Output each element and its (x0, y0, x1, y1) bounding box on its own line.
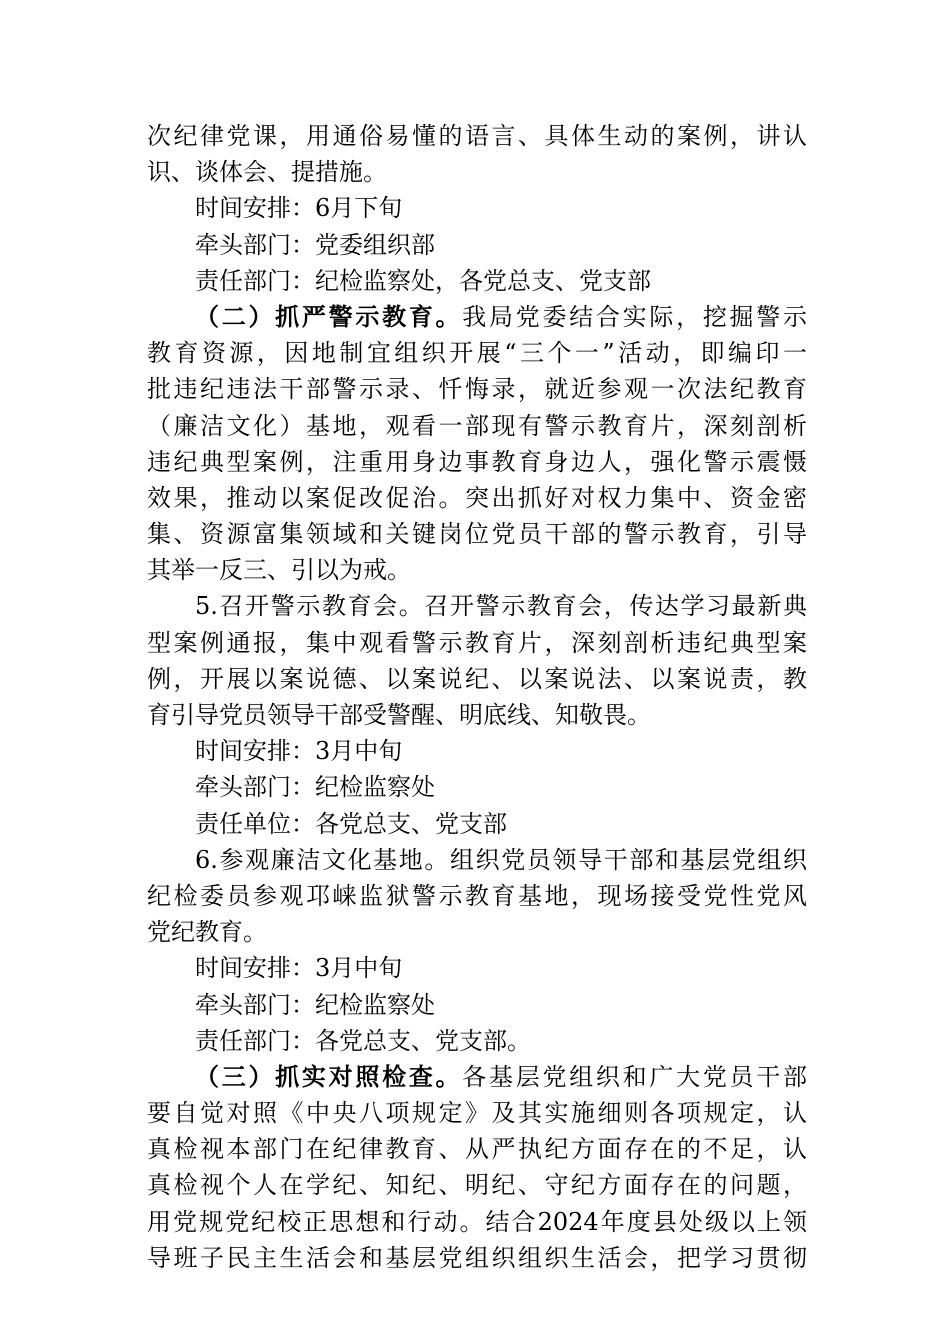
paragraph-p6 (147, 588, 807, 733)
text-line (147, 118, 807, 154)
text-line (147, 444, 807, 480)
text-line (147, 227, 807, 263)
paragraph-p5 (147, 299, 807, 589)
text-line (147, 769, 807, 805)
paragraph-p1 (147, 118, 807, 190)
text-line (147, 1023, 807, 1059)
line-text: 违纪典型案例，注重用身边事教育身边人，强化警示震慑 (147, 447, 807, 476)
text-line (147, 552, 807, 588)
line-text: （廉洁文化）基地，观看一部现有警示教育片，深刻剖析 (147, 411, 807, 440)
line-text: 时间安排：3月中旬 (195, 954, 403, 983)
text-line (147, 299, 807, 335)
line-text: 型案例通报，集中观看警示教育片，深刻剖析违纪典型案 (147, 628, 807, 657)
line-text: 次纪律党课，用通俗易懂的语言、具体生动的案例，讲认 (147, 122, 807, 150)
line-text: 时间安排：3月中旬 (195, 737, 403, 766)
text-line (147, 1131, 807, 1167)
text-line (147, 408, 807, 444)
text-line (147, 371, 807, 407)
line-text: 导班子民主生活会和基层党组织组织生活会，把学习贯彻 (147, 1243, 807, 1272)
paragraph-p12 (147, 987, 807, 1023)
paragraph-p4 (147, 263, 807, 299)
line-text: 牵头部门：纪检监察处 (195, 773, 435, 802)
paragraph-p8 (147, 769, 807, 805)
line-text: 纪检委员参观邛崃监狱警示教育基地，现场接受党性党风 (147, 881, 807, 910)
text-line (147, 733, 807, 769)
line-text: 党纪教育。 (147, 918, 267, 947)
paragraph-p7 (147, 733, 807, 769)
section-heading: （三）抓实对照检查。 (195, 1061, 463, 1091)
text-line (147, 1204, 807, 1240)
line-text: 其举一反三、引以为戒。 (147, 556, 411, 585)
text-line (147, 806, 807, 842)
line-text: 要自觉对照《中央八项规定》及其实施细则各项规定，认 (147, 1099, 807, 1128)
text-line (147, 588, 807, 624)
text-line (147, 190, 807, 226)
line-text: 教育资源，因地制宜组织开展“三个一”活动，即编印一 (147, 339, 807, 368)
text-line (147, 842, 807, 878)
line-text: 用党规党纪校正思想和行动。结合2024年度县处级以上领 (147, 1207, 807, 1236)
line-text: 时间安排：6月下旬 (195, 194, 403, 223)
line-text: 责任部门：各党总支、党支部。 (195, 1026, 531, 1055)
text-line (147, 1059, 807, 1095)
line-text: 5.召开警示教育会。召开警示教育会，传达学习最新典 (195, 592, 807, 621)
text-line (147, 987, 807, 1023)
line-text: 牵头部门：党委组织部 (195, 230, 435, 259)
text-line (147, 335, 807, 371)
section-heading: （二）抓严警示教育。 (195, 301, 463, 331)
line-text: 批违纪违法干部警示录、忏悔录，就近参观一次法纪教育 (147, 375, 807, 404)
document-page (147, 118, 807, 1276)
line-text: 识、谈体会、提措施。 (147, 158, 387, 187)
text-line (147, 950, 807, 986)
paragraph-p10 (147, 842, 807, 951)
line-text: 集、资源富集领域和关键岗位党员干部的警示教育，引导 (147, 520, 807, 549)
line-text: 我局党委结合实际，挖掘警示 (462, 302, 808, 331)
line-text: 育引导党员领导干部受警醒、明底线、知敬畏。 (147, 701, 651, 729)
line-text: 例，开展以案说德、以案说纪、以案说法、以案说责，教 (147, 664, 807, 693)
text-line (147, 625, 807, 661)
line-text: 牵头部门：纪检监察处 (195, 990, 435, 1019)
text-line (147, 914, 807, 950)
text-line (147, 516, 807, 552)
text-line (147, 878, 807, 914)
text-line (147, 1095, 807, 1131)
line-text: 真检视个人在学纪、知纪、明纪、守纪方面存在的问题， (147, 1171, 807, 1200)
paragraph-p13 (147, 1023, 807, 1059)
text-line (147, 480, 807, 516)
line-text: 各基层党组织和广大党员干部 (462, 1062, 808, 1091)
text-line (147, 154, 807, 190)
paragraph-p9 (147, 806, 807, 842)
line-text: 6.参观廉洁文化基地。组织党员领导干部和基层党组织 (195, 845, 807, 874)
text-line (147, 1240, 807, 1276)
line-text: 真检视本部门在纪律教育、从严执纪方面存在的不足，认 (147, 1135, 807, 1164)
line-text: 效果，推动以案促改促治。突出抓好对权力集中、资金密 (147, 483, 807, 512)
text-line (147, 697, 807, 733)
paragraph-p2 (147, 190, 807, 226)
line-text: 责任部门：纪检监察处，各党总支、党支部 (195, 266, 651, 295)
line-text: 责任单位：各党总支、党支部 (195, 809, 507, 838)
text-line (147, 263, 807, 299)
paragraph-p11 (147, 950, 807, 986)
text-line (147, 661, 807, 697)
paragraph-p14 (147, 1059, 807, 1276)
paragraph-p3 (147, 227, 807, 263)
text-line (147, 1167, 807, 1203)
